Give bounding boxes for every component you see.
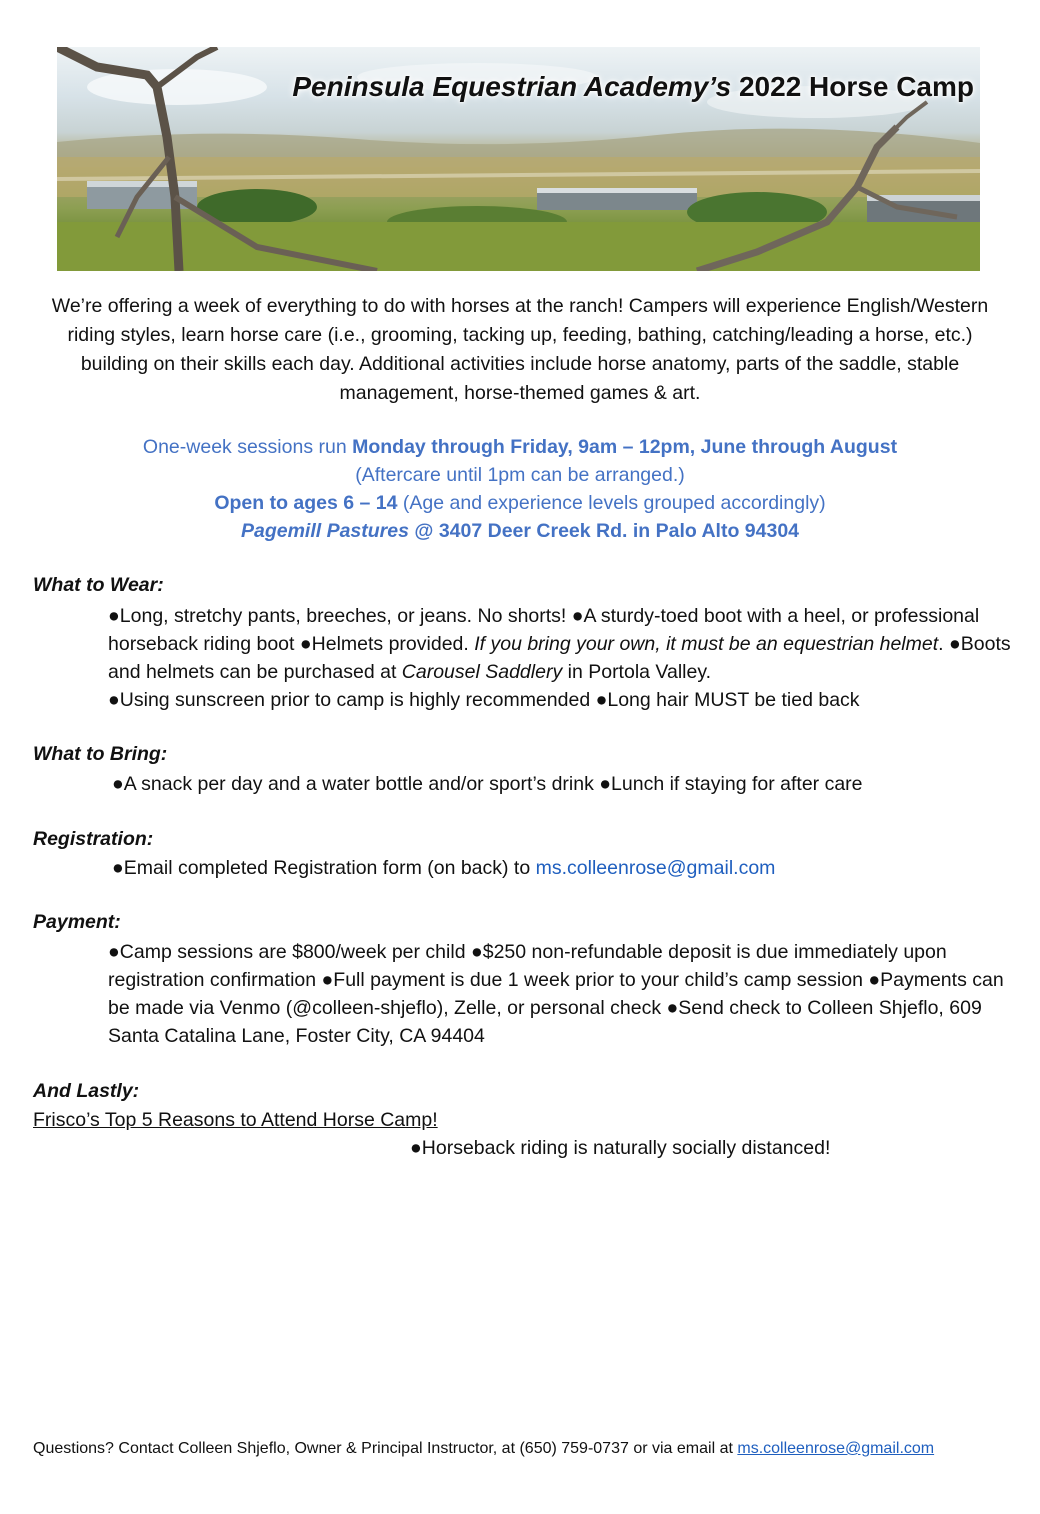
section-heading-and-lastly: And Lastly: — [33, 1080, 140, 1102]
session-info — [40, 433, 1000, 545]
session-schedule: One-week sessions run Monday through Friday, 9am – 12pm, June through August — [142, 436, 898, 458]
registration-text: ●Email completed Registration form (on back) to ms.colleenrose@gmail.com — [112, 857, 776, 879]
intro-paragraph: We’re offering a week of everything to do with horses at the ranch! Campers will experience English/Western riding styles, learn horse care (i.e., grooming, tacking up, feeding, bathing, catching/leading a horse, etc.) building on their skills each day. Additional activities include horse anatomy, parts of the saddle, stable management, horse-themed games & art. — [51, 295, 989, 404]
section-heading-what-to-bring: What to Bring: — [33, 743, 168, 765]
age-range: Open to ages 6 – 14 (Age and experience levels grouped accordingly) — [214, 492, 826, 514]
top-reasons-heading: Frisco’s Top 5 Reasons to Attend Horse Camp! — [33, 1109, 438, 1131]
registration-email-link[interactable]: ms.colleenrose@gmail.com — [535, 857, 776, 879]
footer-contact: Questions? Contact Colleen Shjeflo, Owner & Principal Instructor, at (650) 759-0737 or via email at ms.colleenrose@gmail.com — [33, 1440, 935, 1457]
aftercare-note: (Aftercare until 1pm can be arranged.) — [355, 464, 685, 486]
what-to-bring-text: ●A snack per day and a water bottle and/or sport’s drink ●Lunch if staying for after care — [112, 773, 863, 795]
what-to-wear-text: ●Long, stretchy pants, breeches, or jeans. No shorts! ●A sturdy-toed boot with a heel, or professional horseback riding boot ●Helmets provided. If you bring your own, it must be an equestrian helmet. ●Boots and helmets can be purchased at Carousel Saddlery in Portola Valley. ●Using sunscreen prior to camp is highly recommended ●Long hair MUST be tied back — [108, 605, 1011, 711]
section-heading-what-to-wear: What to Wear: — [33, 574, 164, 596]
section-heading-registration: Registration: — [33, 828, 154, 850]
footer-email-link[interactable]: ms.colleenrose@gmail.com — [737, 1440, 935, 1457]
page-title: Peninsula Equestrian Academy’s 2022 Horse Camp — [292, 71, 974, 102]
payment-text: ●Camp sessions are $800/week per child ●$250 non-refundable deposit is due immediately upon registration confirmation ●Full payment is due 1 week prior to your child’s camp session ●Payments can be made via Venmo (@colleen-shjeflo), Zelle, or personal check ●Send check to Colleen Shjeflo, 609 Santa Catalina Lane, Foster City, CA 94404 — [108, 941, 1004, 1047]
header-banner-image — [57, 47, 980, 271]
location: Pagemill Pastures @ 3407 Deer Creek Rd. in Palo Alto 94304 — [240, 520, 800, 542]
reason-item: ●Horseback riding is naturally socially distanced! — [410, 1137, 831, 1159]
section-heading-payment: Payment: — [33, 911, 121, 933]
